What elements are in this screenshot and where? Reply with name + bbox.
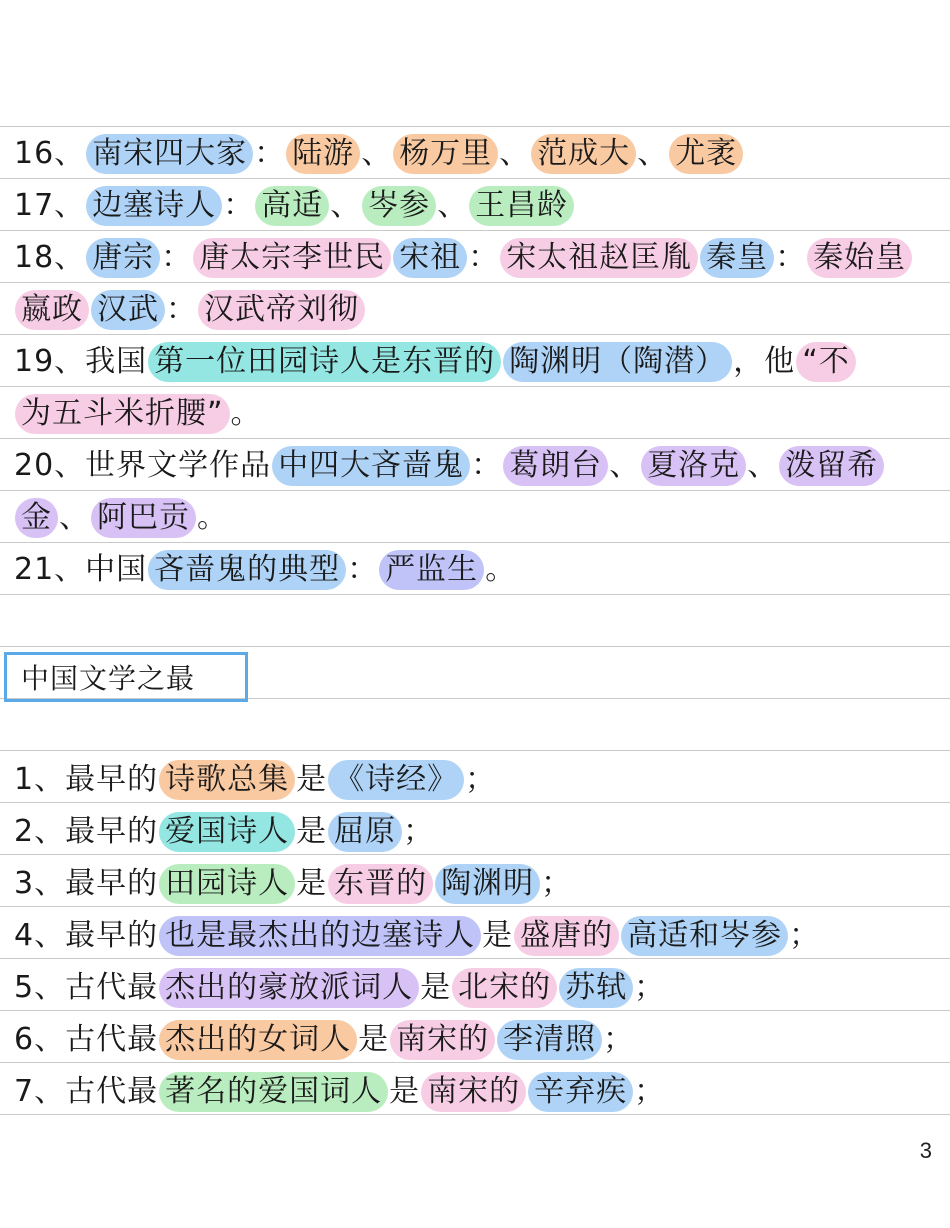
note-text: 、 (330, 188, 362, 223)
highlighted-text: 唐太宗李世民 (193, 238, 391, 278)
note-text: ，他 (733, 344, 796, 379)
highlighted-text: 陆游 (286, 134, 360, 174)
note-text: ； (403, 814, 435, 849)
note-text: ： (471, 448, 503, 483)
note-line (14, 544, 516, 596)
highlighted-text: 也是最杰出的边塞诗人 (159, 916, 481, 956)
note-text: 。 (485, 552, 517, 587)
note-line (14, 858, 572, 910)
section-title-box (4, 652, 248, 702)
note-text: 7、古代最 (14, 1074, 159, 1109)
note-text: ： (347, 552, 379, 587)
highlighted-text: 尤袤 (669, 134, 743, 174)
highlighted-text: 杰出的豪放派词人 (159, 968, 419, 1008)
note-text: 、 (361, 136, 393, 171)
note-text: ： (468, 240, 500, 275)
note-text: 16、 (14, 136, 86, 171)
highlighted-text: 李清照 (497, 1020, 602, 1060)
note-text: 3、最早的 (14, 866, 159, 901)
highlighted-text: 田园诗人 (159, 864, 295, 904)
highlighted-text: 屈原 (328, 812, 402, 852)
note-line (14, 962, 665, 1014)
highlighted-text: 夏洛克 (641, 446, 746, 486)
note-line (14, 336, 857, 388)
highlighted-text: 陶渊明（陶潜） (503, 342, 732, 382)
highlighted-text: 汉武 (91, 290, 165, 330)
highlighted-text: 宋祖 (393, 238, 467, 278)
note-text: 4、最早的 (14, 918, 159, 953)
note-text: ： (775, 240, 807, 275)
note-text: ； (541, 866, 573, 901)
highlighted-text: 第一位田园诗人是东晋的 (148, 342, 501, 382)
note-line (14, 806, 434, 858)
highlighted-text: 诗歌总集 (159, 760, 295, 800)
highlighted-text: 杨万里 (393, 134, 498, 174)
note-text: 、 (437, 188, 469, 223)
highlighted-text: 金 (15, 498, 58, 538)
highlighted-text: 为五斗米折腰” (15, 394, 230, 434)
highlighted-text: 北宋的 (452, 968, 557, 1008)
highlighted-text: 王昌龄 (469, 186, 574, 226)
highlighted-text: 中四大吝啬鬼 (272, 446, 470, 486)
note-line (14, 128, 744, 180)
ruled-line (0, 646, 950, 647)
note-line (14, 440, 885, 492)
highlighted-text: 汉武帝刘彻 (198, 290, 365, 330)
note-line (14, 232, 913, 284)
highlighted-text: 高适 (255, 186, 329, 226)
note-text: ； (634, 1074, 666, 1109)
note-text: 5、古代最 (14, 970, 159, 1005)
highlighted-text: 秦始皇 (807, 238, 912, 278)
highlighted-text: 盛唐的 (514, 916, 619, 956)
highlighted-text: 东晋的 (328, 864, 433, 904)
note-line (14, 754, 496, 806)
note-text: 、 (59, 500, 90, 535)
highlighted-text: 杰出的女词人 (159, 1020, 357, 1060)
note-text: 。 (230, 396, 262, 431)
highlighted-text: 宋太祖赵匡胤 (500, 238, 698, 278)
highlighted-text: 陶渊明 (435, 864, 540, 904)
note-text: ： (254, 136, 286, 171)
highlighted-text: 南宋四大家 (86, 134, 253, 174)
note-text: 是 (389, 1074, 421, 1109)
note-text: 19、我国 (14, 344, 148, 379)
highlighted-text: 爱国诗人 (159, 812, 295, 852)
highlighted-text: “不 (796, 342, 856, 382)
highlighted-text: 著名的爱国词人 (159, 1072, 388, 1112)
page-number: 3 (919, 1138, 932, 1163)
note-line (14, 180, 575, 232)
note-text: 6、古代最 (14, 1022, 159, 1057)
highlighted-text: 范成大 (531, 134, 636, 174)
note-text: ； (789, 918, 821, 953)
note-text: 2、最早的 (14, 814, 159, 849)
note-text: ： (223, 188, 255, 223)
highlighted-text: 阿巴贡 (91, 498, 196, 538)
note-text: 、 (747, 448, 779, 483)
note-text: 17、 (14, 188, 86, 223)
note-text: 是 (296, 762, 328, 797)
highlighted-text: 南宋的 (421, 1072, 526, 1112)
note-text: 18、 (14, 240, 86, 275)
highlighted-text: 《诗经》 (328, 760, 464, 800)
note-line (14, 1066, 665, 1118)
note-line (14, 284, 366, 336)
highlighted-text: 边塞诗人 (86, 186, 222, 226)
note-text: ； (634, 970, 666, 1005)
note-text: 是 (296, 866, 328, 901)
highlighted-text: 秦皇 (700, 238, 774, 278)
note-text: 21、中国 (14, 552, 148, 587)
ruled-line (0, 126, 950, 127)
highlighted-text: 苏轼 (559, 968, 633, 1008)
note-text: ： (161, 240, 193, 275)
highlighted-text: 葛朗台 (503, 446, 608, 486)
note-text: 、 (499, 136, 531, 171)
note-text: 、 (637, 136, 669, 171)
note-text: ； (603, 1022, 635, 1057)
section-title: 中国文学之最 (21, 662, 196, 695)
note-text: 是 (296, 814, 328, 849)
note-text: 、 (609, 448, 641, 483)
note-line (14, 910, 820, 962)
highlighted-text: 岑参 (362, 186, 436, 226)
highlighted-text: 严监生 (379, 550, 484, 590)
note-text: 20、世界文学作品 (14, 448, 272, 483)
highlighted-text: 辛弃疾 (528, 1072, 633, 1112)
ruled-line (0, 750, 950, 751)
highlighted-text: 嬴政 (15, 290, 89, 330)
note-line (14, 1014, 634, 1066)
highlighted-text: 南宋的 (390, 1020, 495, 1060)
note-text: ： (166, 292, 197, 327)
note-line (14, 492, 228, 544)
note-text: 是 (358, 1022, 390, 1057)
note-text: 是 (420, 970, 452, 1005)
highlighted-text: 泼留希 (779, 446, 884, 486)
note-text: 是 (482, 918, 514, 953)
highlighted-text: 唐宗 (86, 238, 160, 278)
note-text: 1、最早的 (14, 762, 159, 797)
note-text: 。 (197, 500, 228, 535)
highlighted-text: 吝啬鬼的典型 (148, 550, 346, 590)
note-line (14, 388, 262, 440)
note-text: ； (465, 762, 497, 797)
highlighted-text: 高适和岑参 (621, 916, 788, 956)
